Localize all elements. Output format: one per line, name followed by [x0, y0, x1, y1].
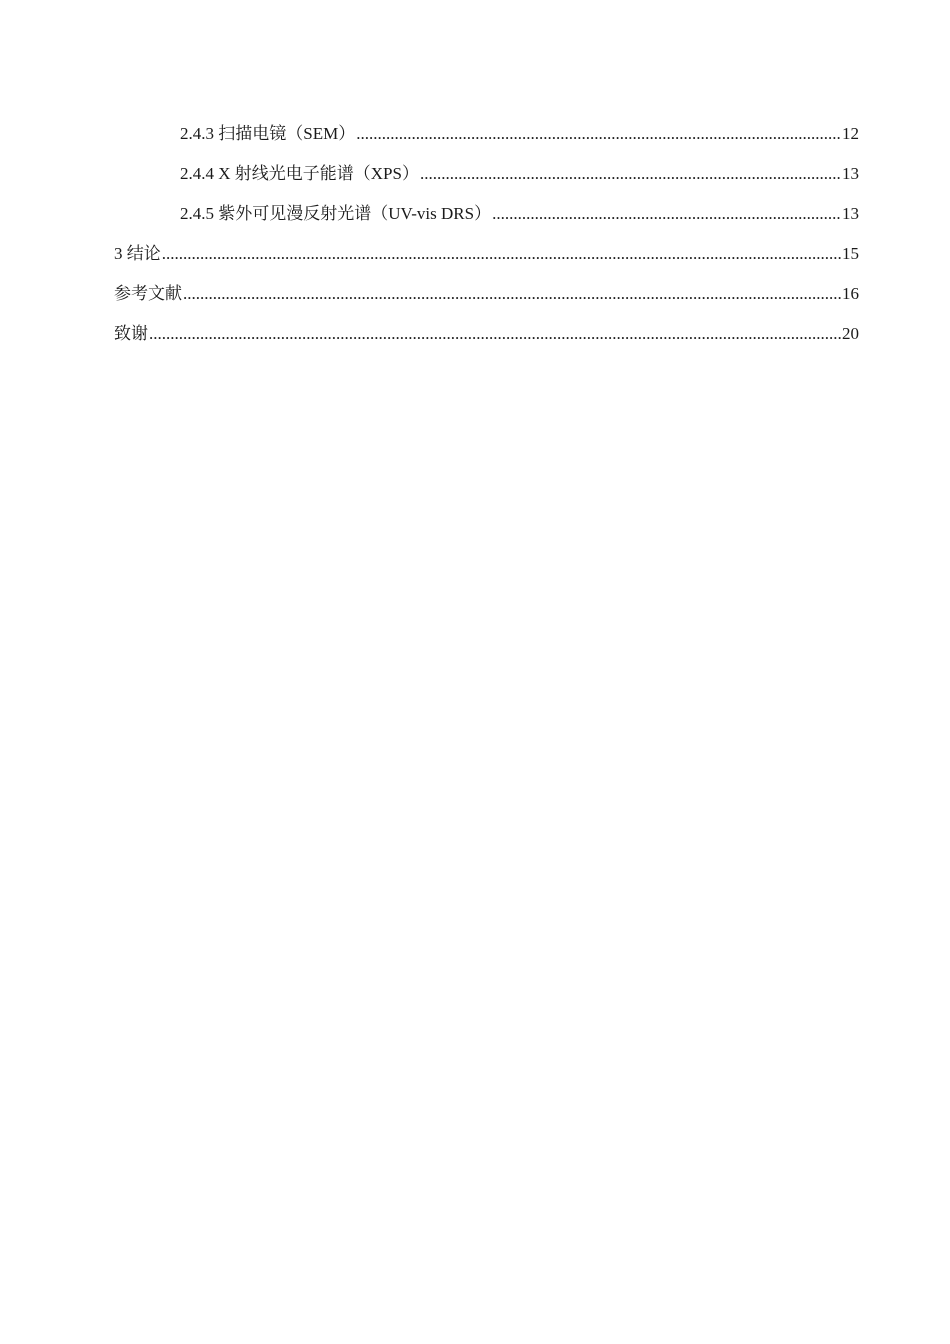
toc-entry-conclusion[interactable] [114, 240, 859, 280]
toc-entry-page-number: 13 [842, 164, 859, 183]
toc-dot-leader [149, 320, 841, 348]
toc-entry-title: 致谢 [114, 324, 148, 343]
toc-entry-title: 2.4.4 X 射线光电子能谱（XPS） [180, 164, 419, 183]
toc-entry-title: 参考文献 [114, 284, 182, 303]
toc-entry-title: 2.4.5 紫外可见漫反射光谱（UV-vis DRS） [180, 204, 492, 223]
toc-dot-leader [356, 120, 841, 148]
toc-entry-title: 2.4.3 扫描电镜（SEM） [180, 124, 356, 143]
toc-entry-references[interactable] [114, 280, 859, 320]
toc-entry-acknowledgements[interactable] [114, 320, 859, 360]
toc-entry-page-number: 12 [842, 124, 859, 143]
toc-dot-leader [420, 160, 841, 188]
toc-dot-leader [183, 280, 841, 308]
toc-entry-2-4-4[interactable] [114, 160, 859, 200]
toc-entry-2-4-5[interactable] [114, 200, 859, 240]
table-of-contents [114, 120, 859, 360]
toc-entry-page-number: 15 [842, 244, 859, 263]
toc-entry-title: 3 结论 [114, 244, 161, 263]
toc-entry-2-4-3[interactable] [114, 120, 859, 160]
toc-dot-leader [162, 240, 841, 268]
toc-entry-page-number: 20 [842, 324, 859, 343]
toc-entry-page-number: 13 [842, 204, 859, 223]
toc-entry-page-number: 16 [842, 284, 859, 303]
toc-dot-leader [492, 200, 841, 228]
